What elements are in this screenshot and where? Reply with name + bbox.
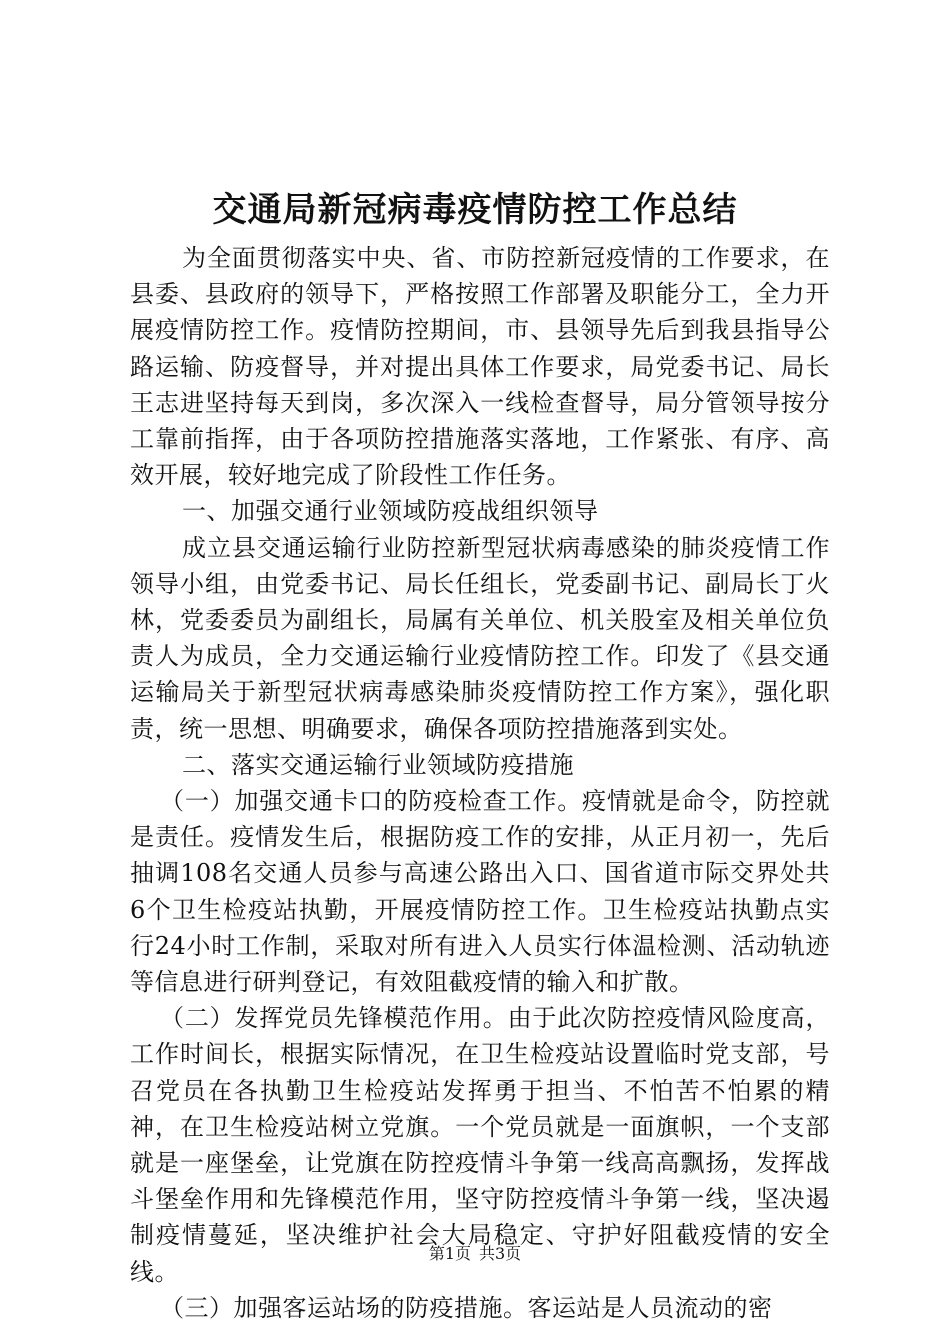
section-heading-1: 一、加强交通行业领域防疫战组织领导	[182, 497, 599, 526]
paragraph-item-1: （一）加强交通卡口的防疫检查工作。疫情就是命令，防控就是责任。疫情发生后，根据防疫工作的安排，从正月初一，先后抽调108名交通人员参与高速公路出入口、国省道市际交界处共6个卫生检疫站执勤，开展疫情防控工作。卫生检疫站执勤点实行24小时工作制，采取对所有进入人员实行体温检测、活动轨迹等信息进行研判登记，有效阻截疫情的输入和扩散。	[130, 787, 830, 997]
paragraph-item-3: （三）加强客运站场的防疫措施。客运站是人员流动的密	[160, 1293, 773, 1322]
paragraph-item-2: （二）发挥党员先锋模范作用。由于此次防控疫情风险度高，工作时间长，根据实际情况，在卫生检疫站设置临时党支部，号召党员在各执勤卫生检疫站发挥勇于担当、不怕苦不怕累的精神，在卫生检疫站树立党旗。一个党员就是一面旗帜，一个支部就是一座堡垒，让党旗在防控疫情斗争第一线高高飘扬，发挥战斗堡垒作用和先锋模范作用，坚守防控疫情斗争第一线，坚决遏制疫情蔓延，坚决维护社会大局稳定、守护好阻截疫情的安全线。	[130, 1004, 830, 1286]
document-body	[130, 240, 830, 1326]
page-total: 共3页	[479, 1244, 522, 1263]
paragraph-section-1: 成立县交通运输行业防控新型冠状病毒感染的肺炎疫情工作领导小组，由党委书记、局长任组长，党委副书记、副局长丁火林，党委委员为副组长，局属有关单位、机关股室及相关单位负责人为成员，全力交通运输行业疫情防控工作。印发了《县交通运输局关于新型冠状病毒感染肺炎疫情防控工作方案》，强化职责，统一思想、明确要求，确保各项防控措施落到实处。	[130, 533, 830, 743]
page-number: 第1页	[428, 1244, 471, 1263]
section-heading-2: 二、落实交通运输行业领域防疫措施	[182, 750, 574, 779]
document-title: 交通局新冠病毒疫情防控工作总结	[212, 190, 738, 230]
paragraph-intro: 为全面贯彻落实中央、省、市防控新冠疫情的工作要求，在县委、县政府的领导下，严格按照工作部署及职能分工，全力开展疫情防控工作。疫情防控期间，市、县领导先后到我县指导公路运输、防疫督导，并对提出具体工作要求，局党委书记、局长王志进坚持每天到岗，多次深入一线检查督导，局分管领导按分工靠前指挥，由于各项防控措施落实落地，工作紧张、有序、高效开展，较好地完成了阶段性工作任务。	[130, 244, 830, 490]
page-footer	[0, 1244, 950, 1264]
